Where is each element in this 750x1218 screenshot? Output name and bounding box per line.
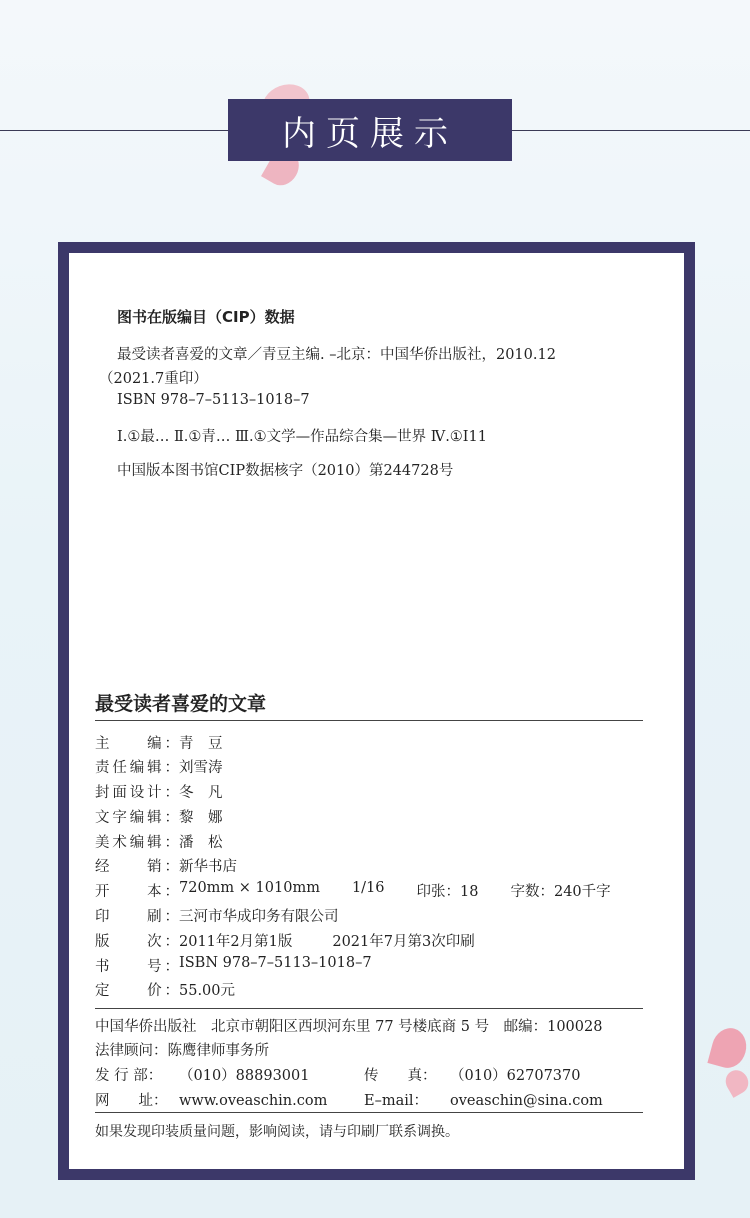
website-label: 网 址： — [95, 1093, 168, 1109]
info-label: 文字编辑： — [95, 810, 179, 826]
info-row-isbn — [95, 955, 372, 976]
cip-record-number: 中国版本图书馆CIP数据核字（2010）第244728号 — [117, 463, 454, 479]
info-label: 印 刷： — [95, 909, 179, 925]
page-title: 内页展示 — [282, 113, 458, 154]
info-row-printer — [95, 905, 339, 926]
copyright-page-frame — [58, 242, 695, 1180]
phone-number: （010）88893001 — [179, 1068, 310, 1084]
info-label: 封面设计： — [95, 785, 179, 801]
info-label: 开 本： — [95, 884, 179, 900]
info-extra-reprint: 2021年7月第3次印刷 — [332, 934, 475, 950]
title-divider — [95, 720, 643, 721]
phone-label: 发 行 部： — [95, 1068, 163, 1084]
info-value: 青 豆 — [179, 736, 223, 752]
info-label: 经 销： — [95, 859, 179, 875]
publisher-address: 中国华侨出版社 北京市朝阳区西坝河东里 77 号楼底商 5 号 邮编：100028 — [95, 1019, 603, 1035]
email-label: E–mail： — [364, 1093, 429, 1109]
fax-number: （010）62707370 — [450, 1068, 581, 1084]
publisher-phone-row — [95, 1064, 309, 1085]
info-value: 2011年2月第1版 — [179, 934, 293, 950]
info-value: 720mm × 1010mm — [179, 880, 320, 896]
info-label: 主 编： — [95, 736, 179, 752]
info-label: 版 次： — [95, 934, 179, 950]
info-row-cover-design — [95, 781, 223, 802]
info-label: 定 价： — [95, 983, 179, 999]
info-label: 美术编辑： — [95, 835, 179, 851]
info-value: 冬 凡 — [179, 785, 223, 801]
info-extra-word-count: 字数：240千字 — [510, 884, 611, 900]
info-row-responsible-editor — [95, 756, 223, 777]
info-row-distributor — [95, 855, 237, 876]
petal-decoration-right-small — [721, 1066, 750, 1098]
notice-divider — [95, 1112, 643, 1113]
cip-line-2: （2021.7重印） — [99, 371, 208, 387]
header-rule-right — [512, 130, 750, 131]
info-extra-sheets: 印张：18 — [416, 884, 479, 900]
legal-counsel: 法律顾问：陈鹰律师事务所 — [95, 1043, 269, 1059]
info-row-format — [95, 880, 611, 901]
website-url[interactable]: www.oveaschin.com — [179, 1093, 328, 1109]
quality-notice: 如果发现印装质量问题，影响阅读，请与印刷厂联系调换。 — [95, 1124, 459, 1140]
cip-classification: Ⅰ.①最… Ⅱ.①青… Ⅲ.①文学—作品综合集—世界 Ⅳ.①I11 — [117, 429, 487, 445]
info-row-art-editor — [95, 831, 223, 852]
fax-label: 传 真： — [364, 1068, 437, 1084]
cip-heading: 图书在版编目（CIP）数据 — [117, 308, 295, 326]
info-row-editor — [95, 732, 223, 753]
info-divider — [95, 1008, 643, 1009]
copyright-page — [69, 253, 684, 1169]
email-address[interactable]: oveaschin@sina.com — [450, 1093, 603, 1109]
page-title-banner — [228, 99, 512, 161]
cip-line-1: 最受读者喜爱的文章／青豆主编. –北京：中国华侨出版社，2010.12 — [117, 347, 556, 363]
info-value: 黎 娜 — [179, 810, 223, 826]
info-label: 书 号： — [95, 959, 179, 975]
petal-decoration-right — [707, 1024, 750, 1071]
info-row-text-editor — [95, 806, 223, 827]
cip-isbn: ISBN 978–7–5113–1018–7 — [117, 392, 310, 408]
info-value: 刘雪涛 — [179, 760, 223, 776]
info-label: 责任编辑： — [95, 760, 179, 776]
book-title: 最受读者喜爱的文章 — [95, 693, 267, 715]
info-extra-format-size: 1/16 — [351, 880, 385, 896]
publisher-fax-row — [364, 1064, 580, 1085]
publisher-web-row — [95, 1089, 327, 1110]
info-value: 潘 松 — [179, 835, 223, 851]
publisher-email-row — [364, 1089, 603, 1110]
info-row-price — [95, 979, 235, 1000]
info-row-edition — [95, 930, 475, 951]
info-value: 55.00元 — [179, 983, 236, 999]
info-value: 新华书店 — [179, 859, 237, 875]
info-value: ISBN 978–7–5113–1018–7 — [179, 955, 372, 971]
header-rule-left — [0, 130, 228, 131]
info-value: 三河市华成印务有限公司 — [179, 909, 339, 925]
